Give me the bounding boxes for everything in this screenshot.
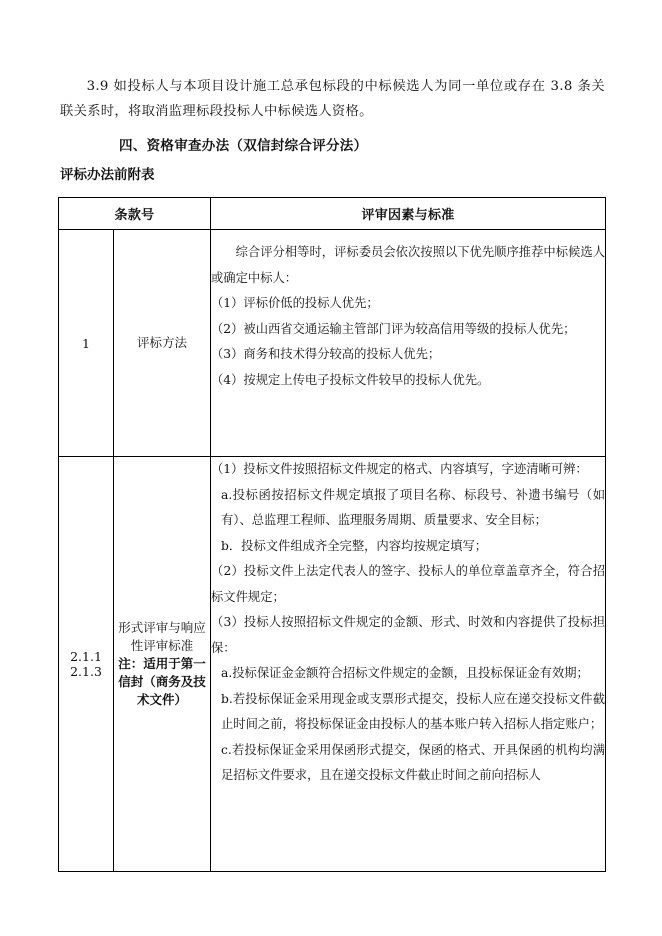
row2-line: a.投标函按招标文件规定填报了项目名称、标段号、补遗书编号（如有）、总监理工程师、监理服务周期、质量要求、安全目标； (221, 487, 605, 527)
table-caption: 评标办法前附表 (60, 167, 155, 183)
section-title: 四、资格审查办法（双信封综合评分法） (119, 138, 368, 154)
header-standard: 评审因素与标准 (211, 198, 606, 230)
row2-standard (211, 457, 606, 872)
intro-paragraph: 3.9 如投标人与本项目设计施工总承包标段的中标候选人为同一单位或存在 3.8 条关联关系时，将取消监理标段投标人中标候选人资格。 (60, 79, 605, 119)
row2-line: （1）投标文件按照招标文件规定的格式、内容填写，字迹清晰可辨： (211, 462, 588, 476)
row2-line: b．投标文件组成齐全完整，内容均按规定填写； (221, 538, 488, 553)
row2-line: c.若投标保证金采用保函形式提交，保函的格式、开具保函的机构均满足招标文件要求，且在递交投标文件截止时间之前向招标人 (221, 742, 605, 782)
row1-line: （2）被山西省交通运输主管部门评为较高信用等级的投标人优先； (211, 321, 576, 336)
row2-line: （2）投标文件上法定代表人的签字、投标人的单位章盖章齐全，符合招标文件规定； (211, 564, 605, 604)
row2-number-b: 2.1.3 (70, 664, 102, 679)
row1-standard (211, 230, 606, 457)
row2-number (59, 457, 114, 872)
header-clause: 条款号 (59, 198, 211, 230)
row1-number: 1 (59, 230, 114, 457)
row2-line: a.投标保证金金额符合招标文件规定的金额，且投标保证金有效期； (221, 666, 589, 680)
table-header-row (59, 198, 606, 230)
table-row (59, 457, 606, 872)
row1-line: （1）评标价低的投标人优先； (211, 296, 379, 310)
row2-line: b.若投标保证金采用现金或支票形式提交，投标人应在递交投标文件截止时间之前，将投标保证金由投标人的基本账户转入招标人指定账户； (221, 691, 605, 731)
row1-line: （4）按规定上传电子投标文件较早的投标人优先。 (211, 372, 490, 387)
row2-line: （3）投标人按照招标文件规定的金额、形式、时效和内容提供了投标担保： (211, 615, 605, 655)
evaluation-table (58, 197, 606, 872)
row1-line: （3）商务和技术得分较高的投标人优先； (211, 347, 441, 361)
intro-text (60, 74, 605, 124)
row2-item-note: 注：适用于第一信封（商务及技术文件） (118, 656, 206, 707)
row1-item: 评标方法 (114, 230, 211, 457)
row2-item-title: 形式评审与响应性评审标准 (118, 620, 206, 653)
table-row (59, 230, 606, 457)
row2-item (114, 457, 211, 872)
row2-number-a: 2.1.1 (70, 649, 102, 664)
row1-line: 综合评分相等时，评标委员会依次按照以下优先顺序推荐中标候选人或确定中标人： (211, 245, 605, 285)
